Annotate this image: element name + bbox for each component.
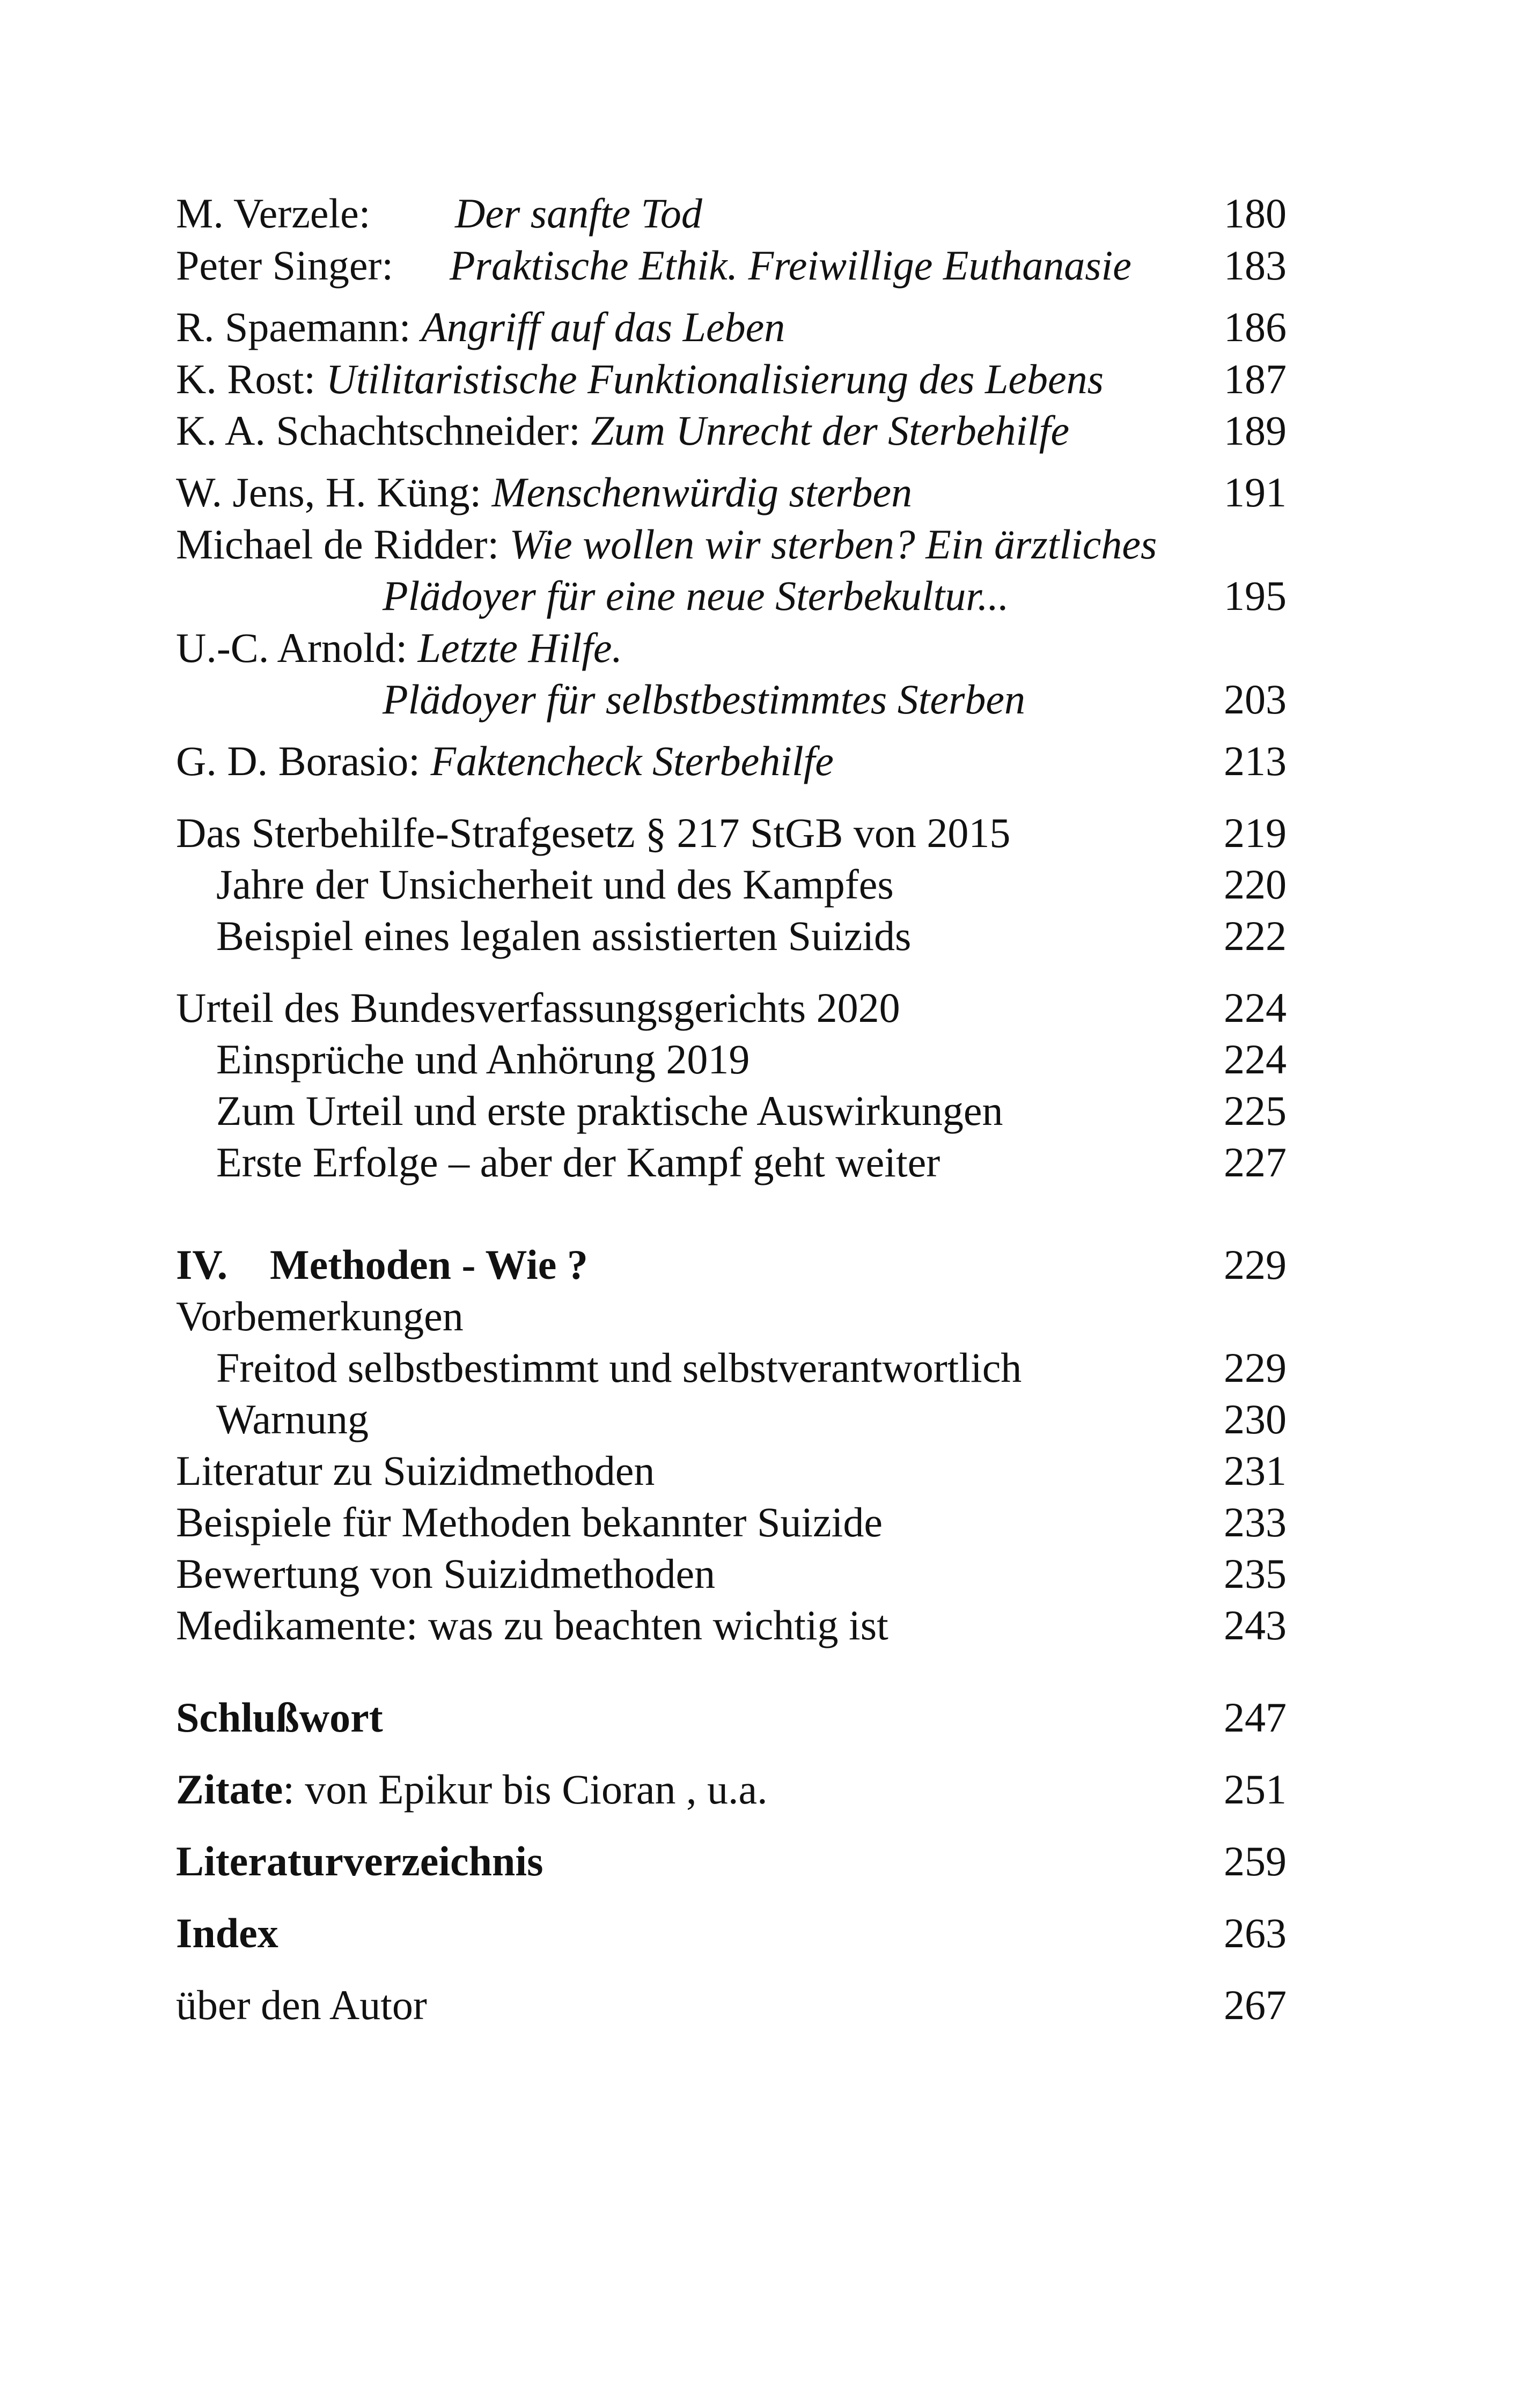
entry-title-continued: Plädoyer für eine neue Sterbekultur... [383,572,1009,619]
toc-entry [176,859,1287,910]
entry-title: Der sanfte Tod [455,190,702,237]
page-number: 189 [1224,407,1287,454]
entry-text: über den Autor [176,1982,427,2028]
entry-text: Warnung [216,1396,369,1442]
entry-author: W. Jens, H. Küng: [176,469,482,516]
toc-entry [176,1085,1287,1137]
toc-entry [176,1836,1287,1887]
toc-entry [176,1908,1287,1959]
toc-entry [176,240,1287,291]
toc-chapter-heading [176,1239,1287,1291]
toc-entry [176,188,1287,239]
page-number: 180 [1224,190,1287,237]
toc-entry [176,1445,1287,1497]
chapter-number: IV. [176,1241,228,1288]
entry-text: : von Epikur bis Cioran , u.a. [283,1766,768,1813]
toc-entry [176,1692,1287,1743]
page-number: 233 [1224,1499,1287,1545]
toc-entry [176,622,1287,674]
entry-text: Beispiel eines legalen assistierten Suizids [216,912,912,959]
entry-title: Wie wollen wir sterben? Ein ärztliches [509,521,1157,568]
toc-entry [176,1548,1287,1600]
toc-entry [176,807,1287,859]
entry-text: Schlußwort [176,1694,383,1741]
toc-entry [176,467,1287,518]
page-number: 230 [1224,1396,1287,1442]
toc-entry [176,1137,1287,1188]
entry-author: G. D. Borasio: [176,738,420,784]
chapter-title: Methoden - Wie ? [270,1241,588,1288]
page-number: 235 [1224,1550,1287,1597]
entry-text: Vorbemerkungen [176,1293,464,1339]
page-number: 195 [1224,572,1287,619]
page-number: 191 [1224,469,1287,516]
entry-text: Erste Erfolge – aber der Kampf geht weiter [216,1139,940,1185]
page-number: 247 [1224,1694,1287,1741]
toc-entry [176,735,1287,787]
entry-author: M. Verzele: [176,190,371,237]
page-number: 220 [1224,861,1287,908]
toc-entry [176,1291,1287,1342]
page-number: 224 [1224,984,1287,1031]
page-number: 251 [1224,1766,1287,1813]
page-number: 224 [1224,1036,1287,1083]
entry-title: Menschenwürdig sterben [491,469,913,516]
entry-text: Bewertung von Suizidmethoden [176,1550,716,1597]
entry-text: Das Sterbehilfe-Strafgesetz § 217 StGB von 2015 [176,809,1011,856]
toc-entry [176,1497,1287,1548]
entry-title: Zum Unrecht der Sterbehilfe [591,407,1070,454]
page-number: 183 [1224,242,1287,289]
entry-text: Literaturverzeichnis [176,1838,543,1884]
entry-author: K. A. Schachtschneider: [176,407,581,454]
toc-entry [176,354,1287,405]
entry-author: R. Spaemann: [176,304,411,350]
entry-label: Zitate [176,1766,283,1813]
entry-text: Literatur zu Suizidmethoden [176,1447,655,1494]
toc-entry [176,519,1287,570]
toc-entry [176,1394,1287,1445]
page-number: 267 [1224,1982,1287,2028]
toc-entry [176,405,1287,456]
entry-title: Praktische Ethik. Freiwillige Euthanasie [450,242,1131,289]
toc-entry [176,1600,1287,1651]
page-number: 213 [1224,738,1287,784]
toc-entry-continuation [176,570,1287,622]
toc-entry-continuation [176,674,1287,725]
page-number: 259 [1224,1838,1287,1884]
toc-entry [176,982,1287,1034]
entry-text: Einsprüche und Anhörung 2019 [216,1036,750,1083]
entry-text: Beispiele für Methoden bekannter Suizide [176,1499,883,1545]
page-number: 203 [1224,676,1287,723]
entry-text: Urteil des Bundesverfassungsgerichts 2020 [176,984,900,1031]
page-number: 225 [1224,1087,1287,1134]
toc-entry [176,1764,1287,1815]
page-number: 222 [1224,912,1287,959]
page-number: 243 [1224,1602,1287,1648]
entry-author: K. Rost: [176,356,316,402]
page-number: 229 [1224,1344,1287,1391]
page-number: 263 [1224,1910,1287,1956]
toc-entry [176,1342,1287,1394]
entry-title-continued: Plädoyer für selbstbestimmtes Sterben [383,676,1025,723]
entry-title: Letzte Hilfe. [417,624,622,671]
entry-text: Freitod selbstbestimmt und selbstverantwortlich [216,1344,1022,1391]
page-number: 227 [1224,1139,1287,1185]
entry-author: Michael de Ridder: [176,521,499,568]
entry-title: Angriff auf das Leben [421,304,785,350]
toc-entry [176,1034,1287,1085]
entry-text: Zum Urteil und erste praktische Auswirkungen [216,1087,1003,1134]
entry-title: Faktencheck Sterbehilfe [430,738,834,784]
toc-entry [176,301,1287,353]
entry-author: U.-C. Arnold: [176,624,408,671]
toc-entry [176,1979,1287,2031]
toc-entry [176,910,1287,962]
page-number: 187 [1224,356,1287,402]
entry-author: Peter Singer: [176,242,394,289]
page-number: 186 [1224,304,1287,350]
entry-text: Jahre der Unsicherheit und des Kampfes [216,861,894,908]
page-number: 229 [1224,1241,1287,1288]
entry-title: Utilitaristische Funktionalisierung des Lebens [326,356,1104,402]
entry-text: Index [176,1910,278,1956]
page-number: 219 [1224,809,1287,856]
page-number: 231 [1224,1447,1287,1494]
entry-text: Medikamente: was zu beachten wichtig ist [176,1602,888,1648]
